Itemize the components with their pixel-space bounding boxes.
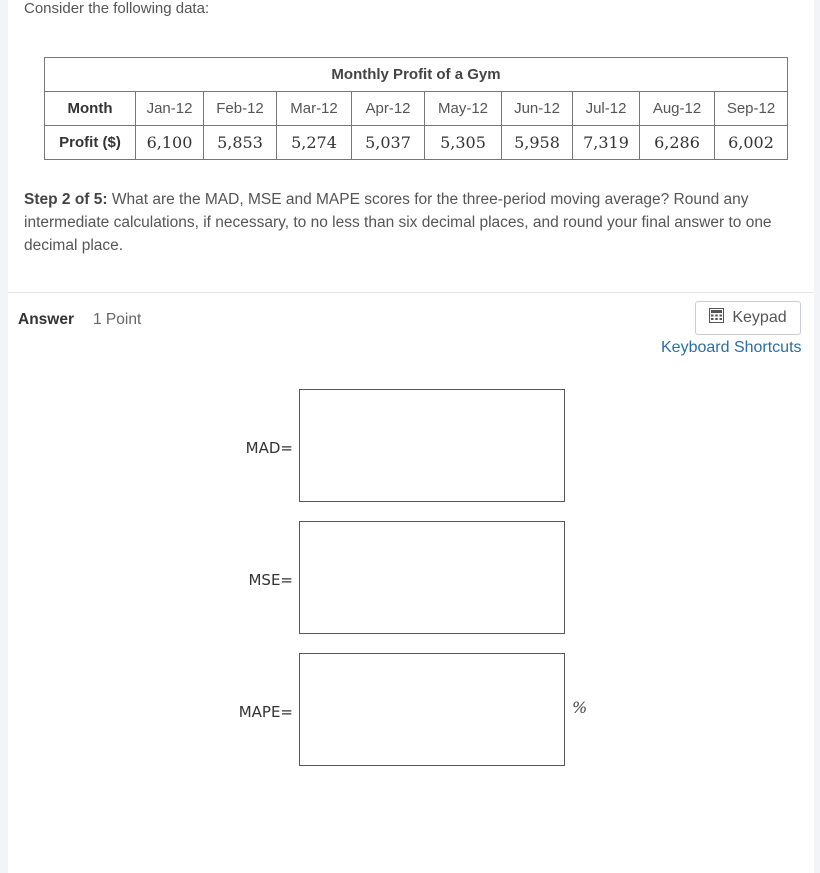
month-cell: May-12	[425, 92, 502, 126]
intro-text: Consider the following data:	[24, 0, 210, 17]
mse-input[interactable]	[299, 521, 565, 634]
keypad-button[interactable]	[695, 301, 801, 335]
profit-cell: 6,100	[136, 126, 204, 160]
profit-cell: 6,002	[715, 126, 788, 160]
month-cell: Apr-12	[352, 92, 425, 126]
month-cell: Jan-12	[136, 92, 204, 126]
month-cell: Sep-12	[715, 92, 788, 126]
month-cell: Jul-12	[573, 92, 640, 126]
mad-input[interactable]	[299, 389, 565, 502]
keyboard-shortcuts-link[interactable]: Keyboard Shortcuts	[661, 339, 802, 356]
keypad-label: Keypad	[732, 309, 787, 326]
profit-cell: 5,305	[425, 126, 502, 160]
profit-cell: 6,286	[640, 126, 715, 160]
mape-label: MAPE=	[238, 703, 293, 721]
month-header: Month	[45, 92, 136, 126]
month-cell: Feb-12	[204, 92, 277, 126]
percent-symbol: %	[572, 698, 588, 717]
step-prefix: Step 2 of 5:	[24, 191, 108, 208]
profit-table	[44, 57, 788, 160]
table-caption: Monthly Profit of a Gym	[45, 58, 788, 92]
calculator-icon	[709, 308, 724, 328]
mape-input[interactable]	[299, 653, 565, 766]
step-instructions	[24, 188, 794, 257]
profit-cell: 5,274	[277, 126, 352, 160]
mad-label: MAD=	[245, 439, 293, 457]
mse-label: MSE=	[248, 571, 293, 589]
points-label: 1 Point	[93, 311, 142, 328]
step-text: What are the MAD, MSE and MAPE scores for the three-period moving average? Round any intermediate calculations, if necessary, to no less than six decimal places, and round your final answer to one decimal place.	[24, 191, 772, 254]
profit-cell: 7,319	[573, 126, 640, 160]
month-cell: Jun-12	[502, 92, 573, 126]
month-cell: Mar-12	[277, 92, 352, 126]
month-cell: Aug-12	[640, 92, 715, 126]
profit-cell: 5,037	[352, 126, 425, 160]
month-row	[45, 92, 788, 126]
profit-header: Profit ($)	[45, 126, 136, 160]
profit-cell: 5,853	[204, 126, 277, 160]
answer-label: Answer	[18, 311, 74, 328]
profit-row	[45, 126, 788, 160]
profit-cell: 5,958	[502, 126, 573, 160]
divider	[8, 292, 814, 293]
